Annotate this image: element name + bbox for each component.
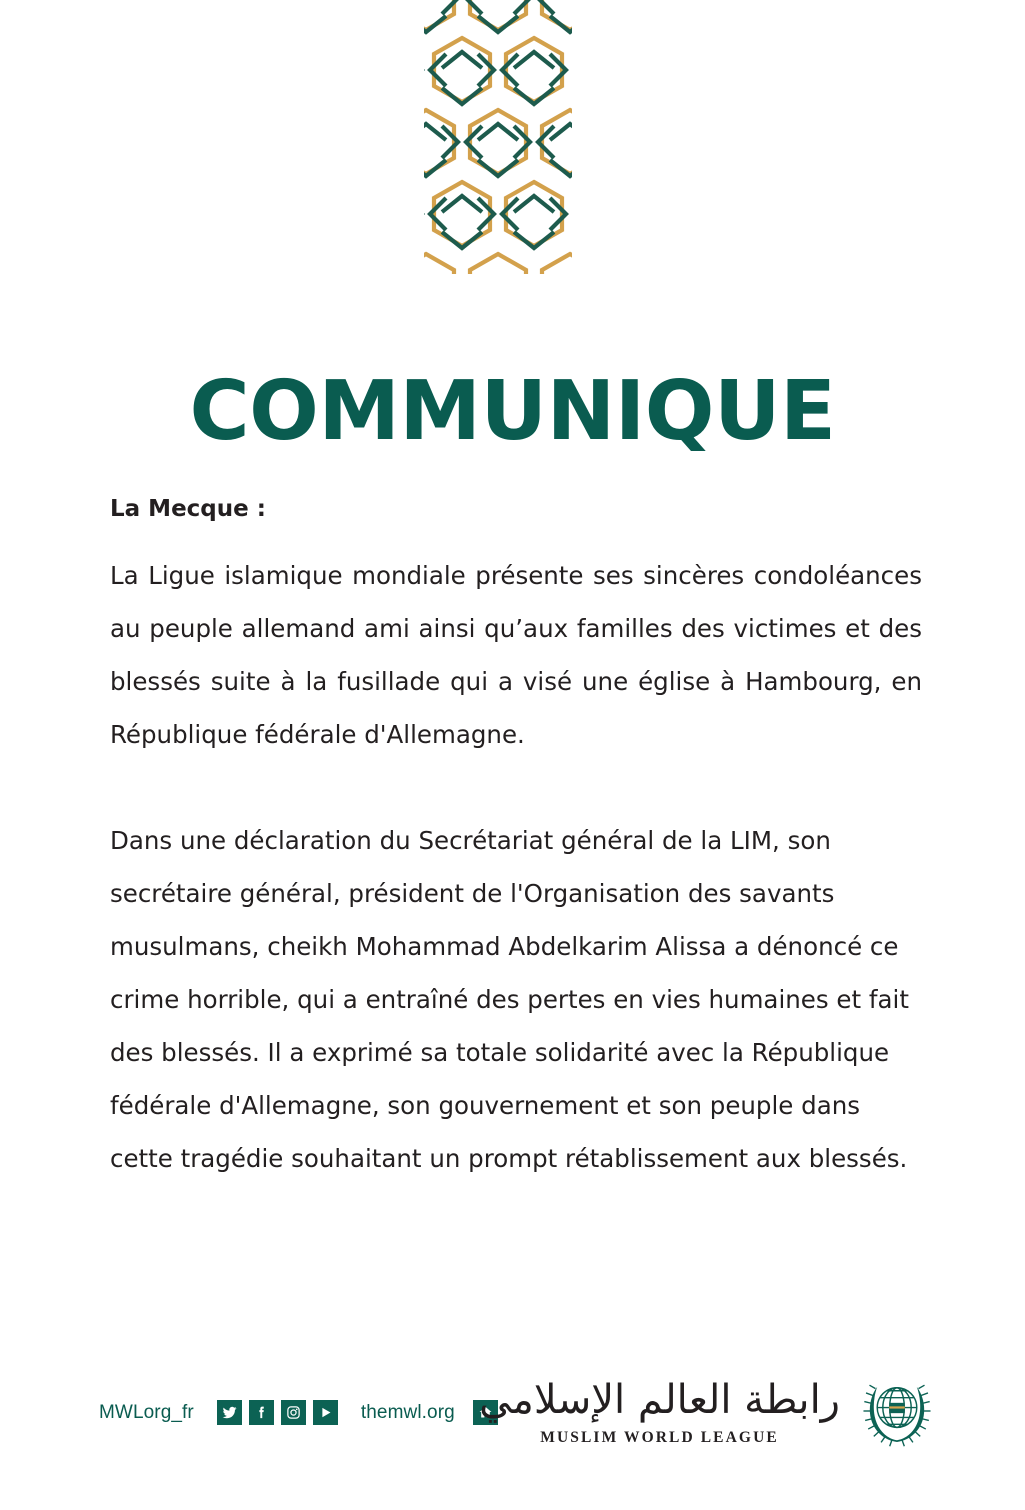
globe-laurel-kaaba-emblem-icon — [854, 1368, 940, 1454]
article-body — [110, 498, 922, 1185]
twitter-icon[interactable] — [217, 1400, 242, 1425]
social-bar — [99, 1400, 498, 1425]
social-handle: MWLorg_fr — [99, 1401, 194, 1423]
website-label: themwl.org — [360, 1401, 455, 1423]
mwl-english-name: MUSLIM WORLD LEAGUE — [540, 1429, 779, 1446]
article-paragraph: La Ligue islamique mondiale présente ses sincères condoléances au peuple allemand ami ainsi qu’aux familles des victimes et des blessés suite à la fusillade qui a visé une église à Hambourg, en République fédérale d'Allemagne. — [110, 561, 922, 749]
mwl-arabic-name: رابطة العالم الإسلامي — [479, 1377, 840, 1423]
facebook-icon[interactable] — [249, 1400, 274, 1425]
dateline: La Mecque : — [110, 496, 266, 522]
footer — [0, 1360, 1025, 1490]
mwl-wordmark — [479, 1375, 840, 1447]
instagram-icon[interactable] — [281, 1400, 306, 1425]
page-title: COMMUNIQUE — [189, 363, 836, 459]
islamic-hexagon-pattern-icon — [0, 0, 1025, 285]
article-paragraph: Dans une déclaration du Secrétariat général de la LIM, son secrétaire général, président de l'Organisation des savants musulmans, cheikh Mohammad Abdelkarim Alissa a dénoncé ce crime horrible, qui a entraîné des pertes en vies humaines et fait des blessés. Il a exprimé sa totale solidarité avec la République fédérale d'Allemagne, son gouvernement et son peuple dans cette tragédie souhaitant un prompt rétablissement aux blessés. — [110, 826, 909, 1173]
youtube-icon[interactable] — [313, 1400, 338, 1425]
mwl-logo-lockup — [479, 1368, 940, 1454]
header-ornament-band — [0, 0, 1025, 285]
